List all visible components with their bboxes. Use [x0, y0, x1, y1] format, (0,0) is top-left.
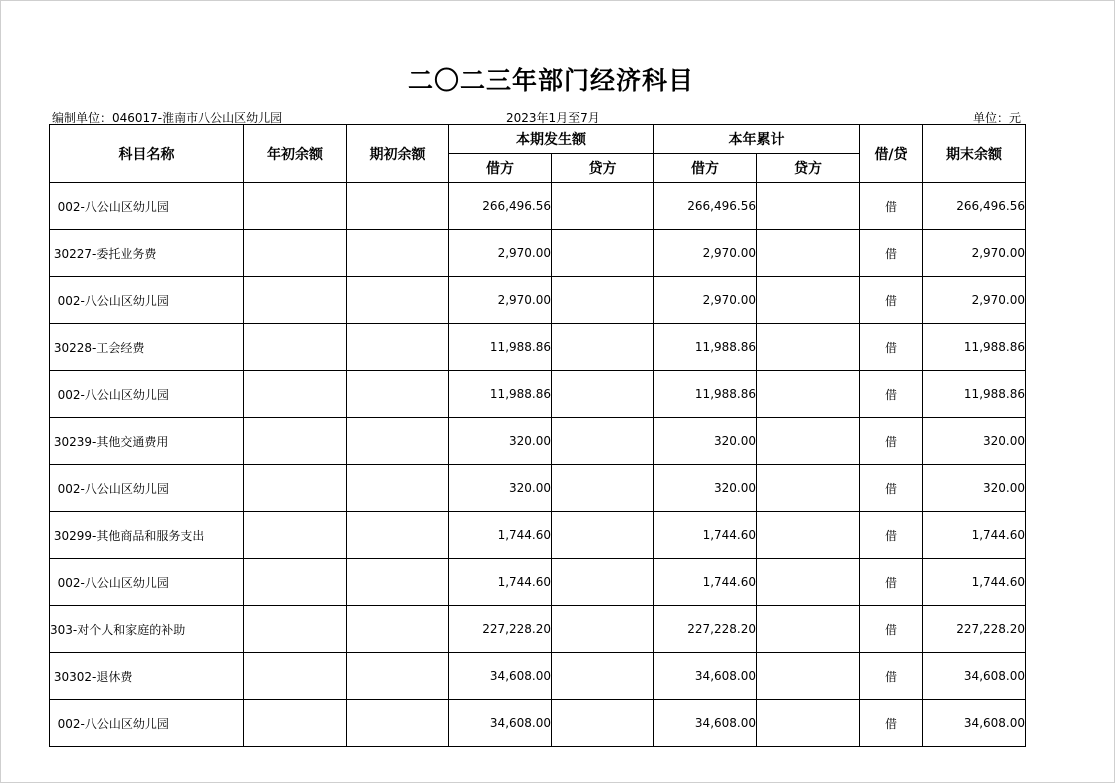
closing-balance-cell: 320.00 [923, 465, 1026, 512]
table-row [50, 418, 1026, 465]
header-period-amount: 本期发生额 [449, 125, 654, 154]
period-credit-cell [552, 277, 654, 324]
header-period-credit: 贷方 [552, 154, 654, 183]
opening-period-cell [347, 183, 449, 230]
header-year-total: 本年累计 [654, 125, 860, 154]
header-year-credit: 贷方 [757, 154, 860, 183]
direction-cell: 借 [860, 418, 923, 465]
opening-period-cell [347, 371, 449, 418]
year-debit-cell: 2,970.00 [654, 277, 757, 324]
direction-cell: 借 [860, 606, 923, 653]
subject-name-cell: 002-八公山区幼儿园 [50, 371, 244, 418]
opening-year-cell [244, 324, 347, 371]
closing-balance-cell: 34,608.00 [923, 653, 1026, 700]
opening-period-cell [347, 606, 449, 653]
year-credit-cell [757, 418, 860, 465]
year-debit-cell: 1,744.60 [654, 512, 757, 559]
period-credit-cell [552, 371, 654, 418]
opening-year-cell [244, 700, 347, 747]
subject-name-cell: 002-八公山区幼儿园 [50, 277, 244, 324]
direction-cell: 借 [860, 277, 923, 324]
period-credit-cell [552, 700, 654, 747]
closing-balance-cell: 320.00 [923, 418, 1026, 465]
subject-name-cell: 30239-其他交通费用 [50, 418, 244, 465]
period-debit-cell: 11,988.86 [449, 371, 552, 418]
opening-year-cell [244, 371, 347, 418]
opening-period-cell [347, 653, 449, 700]
direction-cell: 借 [860, 653, 923, 700]
direction-cell: 借 [860, 324, 923, 371]
direction-cell: 借 [860, 465, 923, 512]
opening-year-cell [244, 183, 347, 230]
table-row [50, 465, 1026, 512]
subject-name-cell: 30299-其他商品和服务支出 [50, 512, 244, 559]
year-debit-cell: 11,988.86 [654, 324, 757, 371]
closing-balance-cell: 2,970.00 [923, 277, 1026, 324]
direction-cell: 借 [860, 183, 923, 230]
opening-period-cell [347, 512, 449, 559]
direction-cell: 借 [860, 371, 923, 418]
year-credit-cell [757, 653, 860, 700]
closing-balance-cell: 1,744.60 [923, 512, 1026, 559]
header-subject-name: 科目名称 [50, 125, 244, 183]
period-credit-cell [552, 465, 654, 512]
opening-year-cell [244, 512, 347, 559]
table-row [50, 512, 1026, 559]
ledger-table [49, 124, 1026, 747]
report-title: 二〇二三年部门经济科目 [407, 66, 694, 95]
report-period: 2023年1月至7月 [506, 111, 600, 125]
period-debit-cell: 11,988.86 [449, 324, 552, 371]
opening-year-cell [244, 277, 347, 324]
direction-cell: 借 [860, 512, 923, 559]
header-direction: 借/贷 [860, 125, 923, 183]
table-row [50, 700, 1026, 747]
subject-name-cell: 30302-退休费 [50, 653, 244, 700]
header-closing-balance: 期末余额 [923, 125, 1026, 183]
opening-year-cell [244, 559, 347, 606]
year-debit-cell: 320.00 [654, 465, 757, 512]
direction-cell: 借 [860, 559, 923, 606]
period-debit-cell: 2,970.00 [449, 230, 552, 277]
ledger-body [50, 183, 1026, 747]
opening-year-cell [244, 418, 347, 465]
period-debit-cell: 320.00 [449, 465, 552, 512]
compiling-unit: 编制单位：046017-淮南市八公山区幼儿园 [52, 111, 283, 125]
period-credit-cell [552, 230, 654, 277]
year-credit-cell [757, 324, 860, 371]
period-credit-cell [552, 418, 654, 465]
period-debit-cell: 34,608.00 [449, 700, 552, 747]
opening-year-cell [244, 653, 347, 700]
period-credit-cell [552, 559, 654, 606]
closing-balance-cell: 227,228.20 [923, 606, 1026, 653]
subject-name-cell: 30228-工会经费 [50, 324, 244, 371]
year-debit-cell: 266,496.56 [654, 183, 757, 230]
period-debit-cell: 266,496.56 [449, 183, 552, 230]
opening-year-cell [244, 230, 347, 277]
header-year-debit: 借方 [654, 154, 757, 183]
period-debit-cell: 34,608.00 [449, 653, 552, 700]
table-row [50, 653, 1026, 700]
opening-period-cell [347, 700, 449, 747]
year-debit-cell: 34,608.00 [654, 653, 757, 700]
subject-name-cell: 002-八公山区幼儿园 [50, 183, 244, 230]
year-credit-cell [757, 559, 860, 606]
year-credit-cell [757, 465, 860, 512]
table-row [50, 371, 1026, 418]
opening-year-cell [244, 606, 347, 653]
period-credit-cell [552, 512, 654, 559]
year-debit-cell: 320.00 [654, 418, 757, 465]
closing-balance-cell: 11,988.86 [923, 324, 1026, 371]
direction-cell: 借 [860, 230, 923, 277]
period-credit-cell [552, 606, 654, 653]
currency-unit: 单位：元 [973, 111, 1022, 125]
period-credit-cell [552, 324, 654, 371]
year-debit-cell: 34,608.00 [654, 700, 757, 747]
period-credit-cell [552, 653, 654, 700]
closing-balance-cell: 2,970.00 [923, 230, 1026, 277]
year-credit-cell [757, 230, 860, 277]
closing-balance-cell: 11,988.86 [923, 371, 1026, 418]
period-debit-cell: 320.00 [449, 418, 552, 465]
closing-balance-cell: 1,744.60 [923, 559, 1026, 606]
year-credit-cell [757, 606, 860, 653]
header-opening-period: 期初余额 [347, 125, 449, 183]
table-row [50, 183, 1026, 230]
header-opening-year: 年初余额 [244, 125, 347, 183]
year-credit-cell [757, 512, 860, 559]
opening-period-cell [347, 559, 449, 606]
direction-cell: 借 [860, 700, 923, 747]
period-debit-cell: 1,744.60 [449, 559, 552, 606]
subject-name-cell: 30227-委托业务费 [50, 230, 244, 277]
table-row [50, 606, 1026, 653]
subject-name-cell: 303-对个人和家庭的补助 [50, 606, 244, 653]
subject-name-cell: 002-八公山区幼儿园 [50, 700, 244, 747]
opening-period-cell [347, 277, 449, 324]
opening-period-cell [347, 324, 449, 371]
period-debit-cell: 2,970.00 [449, 277, 552, 324]
table-row [50, 559, 1026, 606]
closing-balance-cell: 266,496.56 [923, 183, 1026, 230]
year-credit-cell [757, 700, 860, 747]
year-debit-cell: 11,988.86 [654, 371, 757, 418]
closing-balance-cell: 34,608.00 [923, 700, 1026, 747]
year-debit-cell: 227,228.20 [654, 606, 757, 653]
period-debit-cell: 1,744.60 [449, 512, 552, 559]
opening-year-cell [244, 465, 347, 512]
subject-name-cell: 002-八公山区幼儿园 [50, 465, 244, 512]
year-debit-cell: 1,744.60 [654, 559, 757, 606]
period-debit-cell: 227,228.20 [449, 606, 552, 653]
year-credit-cell [757, 277, 860, 324]
table-row [50, 324, 1026, 371]
subject-name-cell: 002-八公山区幼儿园 [50, 559, 244, 606]
opening-period-cell [347, 465, 449, 512]
table-row [50, 230, 1026, 277]
year-debit-cell: 2,970.00 [654, 230, 757, 277]
opening-period-cell [347, 230, 449, 277]
period-credit-cell [552, 183, 654, 230]
table-row [50, 277, 1026, 324]
year-credit-cell [757, 371, 860, 418]
opening-period-cell [347, 418, 449, 465]
year-credit-cell [757, 183, 860, 230]
header-period-debit: 借方 [449, 154, 552, 183]
